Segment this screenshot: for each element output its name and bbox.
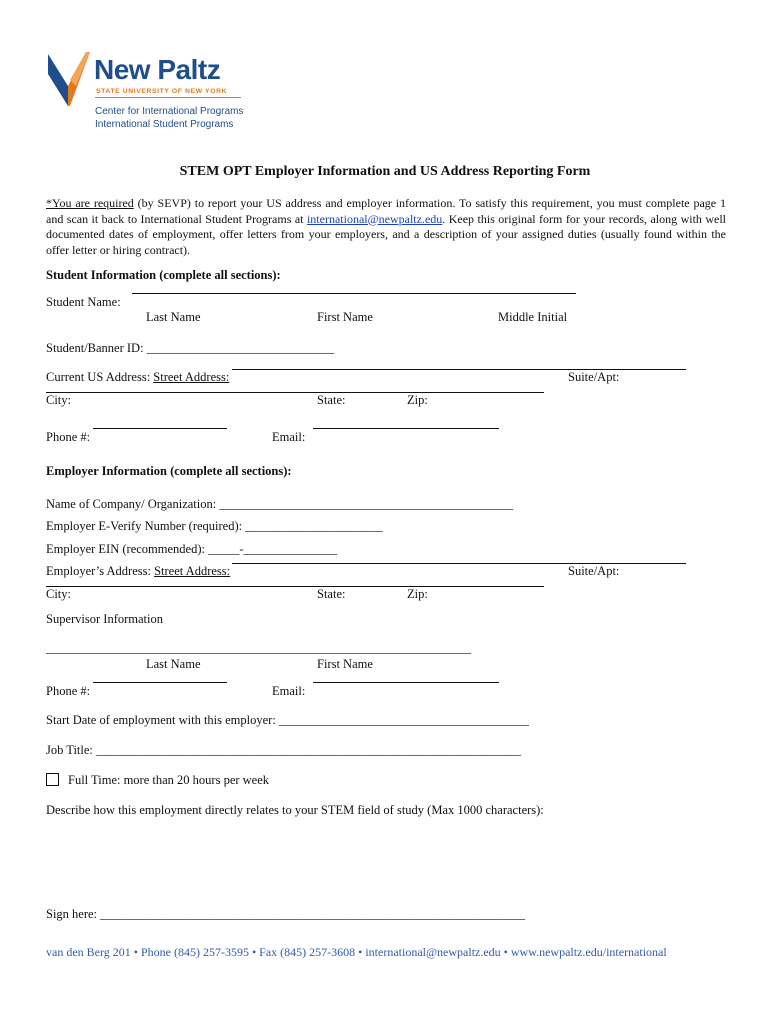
logo-name: New Paltz	[94, 54, 221, 85]
logo-mark-icon	[46, 46, 92, 106]
ein-field[interactable]: Employer EIN (recommended): _____-_______________	[46, 542, 338, 556]
supervisor-last-name-caption: Last Name	[146, 657, 201, 671]
full-time-checkbox[interactable]	[46, 773, 59, 786]
employer-state-label: State:	[317, 587, 346, 601]
employer-suite-label: Suite/Apt:	[568, 564, 620, 578]
full-time-label: Full Time: more than 20 hours per week	[68, 773, 270, 787]
middle-initial-caption: Middle Initial	[498, 310, 568, 324]
company-field[interactable]: Name of Company/ Organization: _______________________________________________	[46, 497, 514, 511]
current-address-prefix: Current US Address:	[46, 370, 154, 384]
street-address-label: Street Address:	[153, 370, 230, 384]
footer-contact: van den Berg 201 • Phone (845) 257-3595 • Fax (845) 257-3608 • international@newpaltz.edu • www.newpaltz.edu/international	[46, 945, 667, 959]
city-state-zip-field[interactable]	[46, 392, 544, 393]
student-section-heading: Student Information (complete all sections):	[46, 268, 281, 282]
employer-address-label	[46, 564, 230, 579]
suite-label: Suite/Apt:	[568, 370, 620, 384]
employer-zip-label: Zip:	[407, 587, 428, 601]
banner-id-field[interactable]: Student/Banner ID: ______________________________	[46, 341, 335, 355]
student-name-field[interactable]	[132, 293, 576, 294]
student-name-label: Student Name:	[46, 295, 121, 309]
city-label: City:	[46, 393, 72, 407]
supervisor-phone-label: Phone #:	[46, 684, 91, 698]
email-label: Email:	[272, 430, 306, 444]
logo-line-center: Center for International Programs	[95, 106, 244, 117]
last-name-caption: Last Name	[146, 310, 201, 324]
supervisor-email-label: Email:	[272, 684, 306, 698]
employer-city-state-zip-field[interactable]	[46, 586, 544, 587]
intro-text-2: . Keep this original form for your records, along with well documented dates of employment, offer letters from your employers, and a description of your assigned duties (usually found within the offer letter or hiring contract).	[46, 211, 727, 257]
form-title: STEM OPT Employer Information and US Address Reporting Form	[179, 164, 591, 179]
logo-subtitle: STATE UNIVERSITY OF NEW YORK	[96, 88, 228, 95]
email-field[interactable]	[313, 428, 499, 429]
zip-label: Zip:	[407, 393, 428, 407]
state-label: State:	[317, 393, 346, 407]
supervisor-email-field[interactable]	[313, 682, 499, 683]
intro-paragraph	[46, 196, 726, 258]
signature-field[interactable]: Sign here: ____________________________________________________________________	[46, 907, 526, 921]
logo-line-programs: International Student Programs	[95, 119, 234, 130]
supervisor-name-field[interactable]: ____________________________________________________________________	[46, 641, 471, 655]
supervisor-first-name-caption: First Name	[317, 657, 373, 671]
phone-label: Phone #:	[46, 430, 91, 444]
employer-address-prefix: Employer’s Address:	[46, 564, 155, 578]
job-title-field[interactable]: Job Title: ____________________________________________________________________	[46, 743, 522, 757]
everify-field[interactable]: Employer E-Verify Number (required): ______________________	[46, 519, 383, 533]
required-note: *You are required	[46, 196, 134, 210]
describe-prompt: Describe how this employment directly relates to your STEM field of study (Max 1000 characters):	[46, 803, 544, 817]
logo-divider	[95, 97, 241, 98]
current-address-label	[46, 370, 229, 385]
employer-city-label: City:	[46, 587, 72, 601]
supervisor-phone-field[interactable]	[93, 682, 227, 683]
email-link[interactable]: international@newpaltz.edu	[306, 211, 443, 226]
phone-field[interactable]	[93, 428, 227, 429]
first-name-caption: First Name	[317, 310, 373, 324]
intro-text-1: (by SEVP) to report your US address and employer information. To satisfy this requirement, you must complete page 1 and scan it back to International Student Programs at	[46, 196, 726, 226]
supervisor-heading: Supervisor Information	[46, 612, 163, 626]
start-date-field[interactable]: Start Date of employment with this employer: ________________________________________	[46, 713, 529, 727]
employer-street-label: Street Address:	[154, 564, 231, 578]
employer-section-heading: Employer Information (complete all sections):	[46, 464, 292, 478]
describe-answer-area[interactable]	[46, 822, 726, 900]
